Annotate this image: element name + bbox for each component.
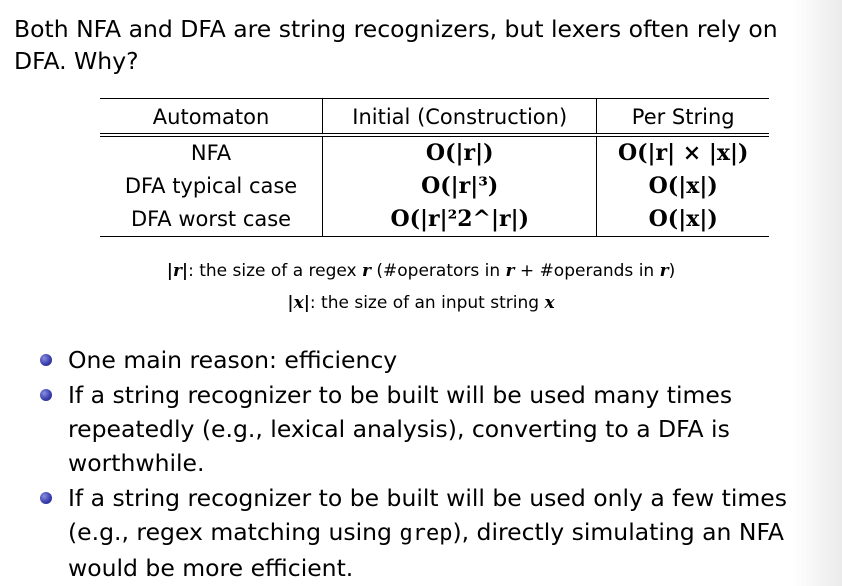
grep-code: grep	[399, 521, 453, 546]
bullet-text: If a string recognizer to be built will be used many times repeatedly (e.g., lexical analysis), converting to a DFA is worthwhile.	[68, 381, 733, 477]
table-header-row	[100, 99, 769, 136]
r-var: r	[505, 261, 515, 281]
r-var: r	[659, 261, 669, 281]
x-var: x	[544, 293, 555, 313]
row-per-string: O(|x|)	[597, 203, 769, 237]
header-per-string: Per String	[597, 99, 769, 136]
row-initial: O(|r|²2^|r|)	[323, 203, 597, 237]
table-row	[100, 203, 769, 237]
input-size-note	[0, 287, 842, 319]
row-per-string: O(|r| × |x|)	[617, 140, 749, 166]
row-automaton: NFA	[100, 135, 323, 170]
list-item	[32, 343, 834, 377]
table-row	[100, 135, 769, 170]
row-initial: O(|r|)	[323, 135, 597, 170]
row-per-string: O(|x|)	[648, 173, 718, 199]
row-automaton: DFA typical case	[100, 170, 323, 203]
r-size-symbol: |r|	[166, 261, 189, 281]
bullet-icon	[40, 389, 52, 401]
complexity-table	[100, 98, 769, 237]
r-var: r	[362, 261, 371, 281]
bullet-text: One main reason: efficiency	[68, 346, 398, 374]
list-item	[32, 481, 834, 585]
notation-notes	[0, 255, 842, 319]
row-automaton: DFA worst case	[100, 203, 323, 237]
bullet-icon	[40, 492, 52, 504]
bullet-icon	[40, 354, 52, 366]
r-plus-text: + #operands in	[514, 261, 660, 281]
header-initial: Initial (Construction)	[323, 99, 597, 136]
bullet-text-post: ), directly simulating an NFA would be more efficient.	[68, 518, 784, 582]
r-paren-text: (#operators in	[370, 261, 506, 281]
bullet-text-pre: If a string recognizer to be built will be used only a few times (e.g., regex matching using	[68, 484, 788, 546]
header-automaton: Automaton	[100, 99, 323, 136]
r-end-text: )	[668, 261, 676, 281]
regex-size-note	[0, 255, 842, 287]
row-initial: O(|r|³)	[323, 170, 597, 203]
x-size-symbol: |x|	[287, 293, 310, 313]
list-item	[32, 378, 834, 480]
r-size-text: : the size of a regex	[188, 261, 363, 281]
bullet-list	[32, 343, 834, 586]
table-row	[100, 170, 769, 203]
x-size-text: : the size of an input string	[309, 293, 545, 313]
intro-question: Both NFA and DFA are string recognizers, but lexers often rely on DFA. Why?	[14, 15, 778, 75]
